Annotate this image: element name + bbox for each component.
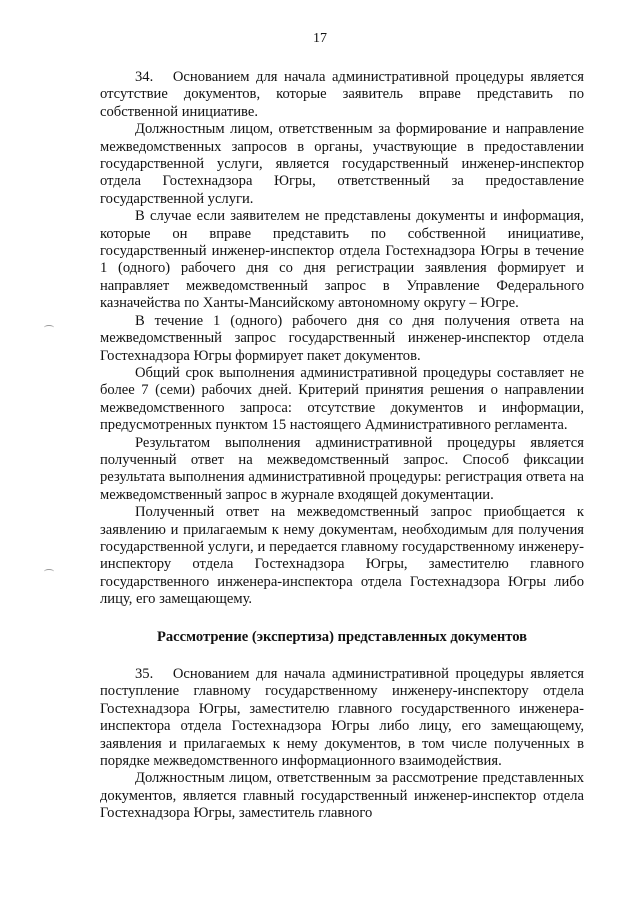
- paragraph-34-responsible: Должностным лицом, ответственным за формирование и направление межведомственных запросов в органы, участвующие в предоставлении государственной услуги, является государственный инженер-инспектор отдела Гостехнадзора Югры, ответственный за предоставление государственной услуги.: [100, 121, 584, 207]
- margin-mark: [44, 569, 54, 574]
- page-number: 17: [313, 31, 327, 46]
- document-body: [100, 69, 584, 823]
- paragraph-34-package: В течение 1 (одного) рабочего дня со дня получения ответа на межведомственный запрос государственный инженер-инспектор отдела Гостехнадзора Югры формирует пакет документов.: [100, 312, 584, 364]
- margin-mark: [44, 325, 54, 330]
- paragraph-34-basis: 34. Основанием для начала административной процедуры является отсутствие документов, которые заявитель вправе представить по собственной инициативе.: [100, 69, 584, 120]
- paragraph-34-transfer: Полученный ответ на межведомственный запрос приобщается к заявлению и прилагаемым к нему документам, необходимым для получения государственной услуги, и передается главному государственному инженеру-инспектору отдела Гостехнадзора Югры, заместителю главного государственного инженера-инспектора отдела Гостехнадзора Югры либо лицу, его замещающему.: [100, 504, 584, 608]
- section-heading: Рассмотрение (экспертиза) представленных документов: [156, 628, 528, 645]
- paragraph-35-responsible: Должностным лицом, ответственным за рассмотрение представленных документов, является главный государственный инженер-инспектор отдела Гостехнадзора Югры, заместитель главного: [100, 770, 584, 822]
- paragraph-34-result: Результатом выполнения административной процедуры является полученный ответ на межведомственный запрос. Способ фиксации результата выполнения административной процедуры: регистрация ответа на межведомственный запрос в журнале входящей документации.: [100, 434, 584, 503]
- paragraph-34-request: В случае если заявителем не представлены документы и информация, которые он вправе представить по собственной инициативе, государственный инженер-инспектор отдела Гостехнадзора Югры в течение 1 (одного) рабочего дня со дня регистрации заявления формирует и направляет межведомственный запрос в Управление Федерального казначейства по Ханты-Мансийскому автономному округу – Югре.: [100, 208, 584, 312]
- paragraph-35-basis: 35. Основанием для начала административной процедуры является поступление главному государственному инженеру-инспектору отдела Гостехнадзора Югры, заместителю главного государственного инженера-инспектора отдела Гостехнадзора Югры либо лицу, его замещающему, заявления и прилагаемых к нему документов, в том числе полученных в порядке межведомственного информационного взаимодействия.: [100, 666, 584, 770]
- paragraph-34-term: Общий срок выполнения административной процедуры составляет не более 7 (семи) рабочих дней. Критерий принятия решения о направлении межведомственного запроса: отсутствие документов и информации, предусмотренных пунктом 15 настоящего Административного регламента.: [100, 364, 584, 434]
